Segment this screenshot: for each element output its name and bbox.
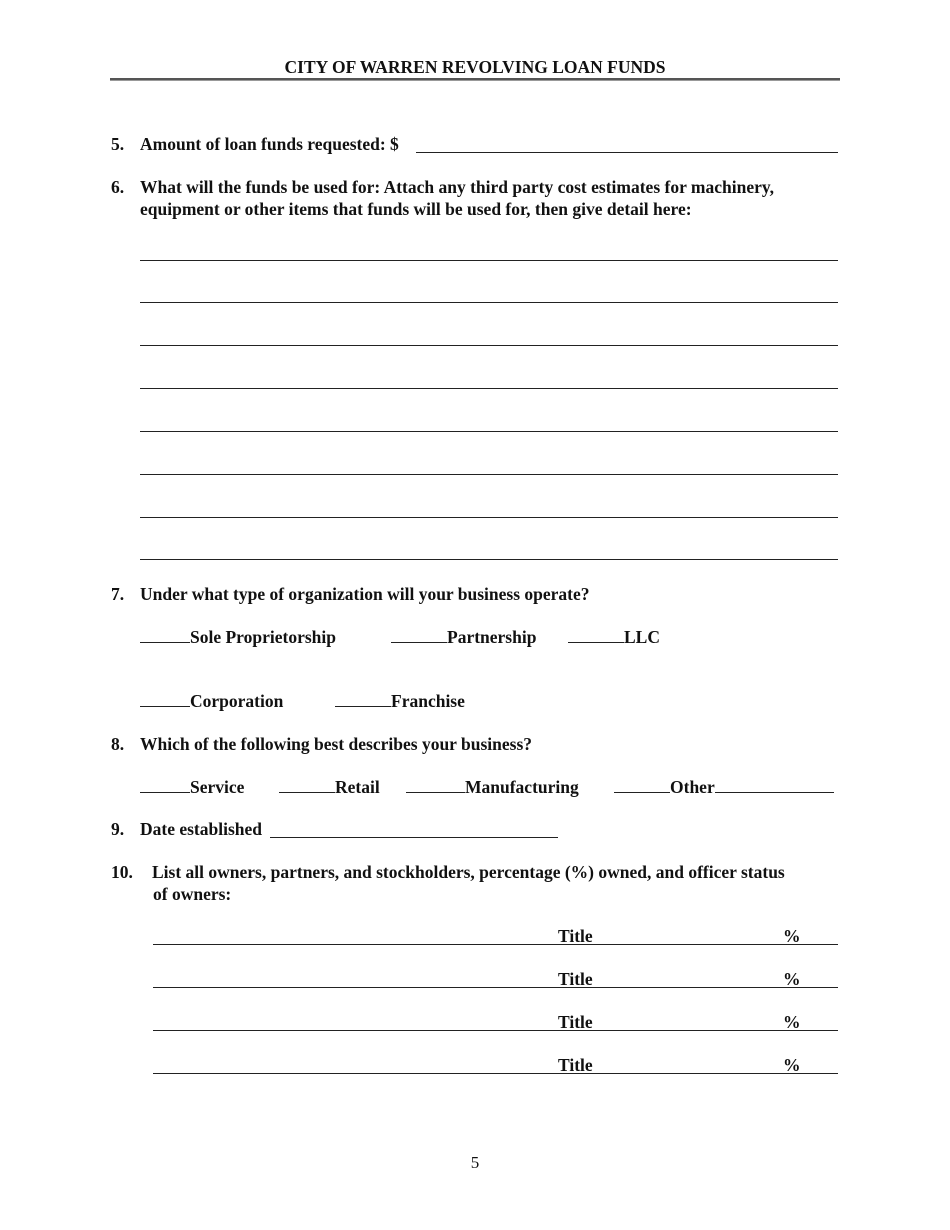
q9-number: 9. bbox=[111, 819, 125, 839]
funds-use-line-5[interactable] bbox=[140, 431, 838, 432]
q5-label: Amount of loan funds requested: $ bbox=[140, 134, 399, 154]
percent-label: % bbox=[783, 926, 801, 946]
org-option-llc[interactable] bbox=[568, 627, 660, 648]
q8-label: Which of the following best describes your business? bbox=[140, 734, 533, 754]
q9-label: Date established bbox=[140, 819, 263, 839]
q10-number: 10. bbox=[111, 862, 133, 882]
option-label: Manufacturing bbox=[465, 777, 579, 797]
funds-use-line-7[interactable] bbox=[140, 517, 838, 518]
q10-label-line2: of owners: bbox=[153, 884, 232, 904]
q8-number: 8. bbox=[111, 734, 125, 754]
check-blank[interactable] bbox=[140, 692, 190, 707]
org-option-corporation[interactable] bbox=[140, 691, 283, 712]
title-label: Title bbox=[558, 1012, 593, 1032]
q7-label: Under what type of organization will your business operate? bbox=[140, 584, 590, 604]
check-blank[interactable] bbox=[335, 692, 391, 707]
option-label: Service bbox=[190, 777, 245, 797]
loan-amount-field[interactable] bbox=[416, 152, 838, 153]
percent-label: % bbox=[783, 1012, 801, 1032]
check-blank[interactable] bbox=[140, 778, 190, 793]
q6-label-line1: What will the funds be used for: Attach any third party cost estimates for machinery, bbox=[140, 177, 775, 197]
page-title: CITY OF WARREN REVOLVING LOAN FUNDS bbox=[284, 57, 666, 77]
check-blank[interactable] bbox=[406, 778, 465, 793]
q6-label-line2: equipment or other items that funds will be used for, then give detail here: bbox=[140, 199, 692, 219]
date-established-field[interactable] bbox=[270, 837, 558, 838]
check-blank[interactable] bbox=[140, 628, 190, 643]
q6-number: 6. bbox=[111, 177, 125, 197]
business-option-service[interactable] bbox=[140, 777, 244, 798]
percent-label: % bbox=[783, 1055, 801, 1075]
business-option-other[interactable] bbox=[614, 777, 834, 798]
funds-use-line-3[interactable] bbox=[140, 345, 838, 346]
option-label: Partnership bbox=[447, 627, 537, 647]
q10-label-line1: List all owners, partners, and stockholders, percentage (%) owned, and officer status bbox=[152, 862, 785, 882]
funds-use-line-1[interactable] bbox=[140, 260, 838, 261]
other-specify-field[interactable] bbox=[715, 778, 834, 793]
business-option-manufacturing[interactable] bbox=[406, 777, 579, 798]
option-label: Retail bbox=[335, 777, 380, 797]
business-option-retail[interactable] bbox=[279, 777, 380, 798]
funds-use-line-2[interactable] bbox=[140, 302, 838, 303]
funds-use-line-8[interactable] bbox=[140, 559, 838, 560]
header-rule bbox=[110, 78, 840, 81]
option-label: Corporation bbox=[190, 691, 284, 711]
org-option-sole-proprietorship[interactable] bbox=[140, 627, 336, 648]
percent-label: % bbox=[783, 969, 801, 989]
q7-number: 7. bbox=[111, 584, 125, 604]
check-blank[interactable] bbox=[391, 628, 447, 643]
check-blank[interactable] bbox=[279, 778, 335, 793]
funds-use-line-4[interactable] bbox=[140, 388, 838, 389]
option-label: Franchise bbox=[391, 691, 465, 711]
title-label: Title bbox=[558, 1055, 593, 1075]
q5-number: 5. bbox=[111, 134, 125, 154]
title-label: Title bbox=[558, 969, 593, 989]
option-label: LLC bbox=[624, 627, 660, 647]
option-label: Other bbox=[670, 777, 715, 797]
option-label: Sole Proprietorship bbox=[190, 627, 336, 647]
org-option-partnership[interactable] bbox=[391, 627, 536, 648]
owner-entry-line[interactable] bbox=[153, 944, 838, 945]
owner-entry-line[interactable] bbox=[153, 1073, 838, 1074]
page-number: 5 bbox=[470, 1153, 480, 1172]
owner-entry-line[interactable] bbox=[153, 1030, 838, 1031]
check-blank[interactable] bbox=[568, 628, 624, 643]
org-option-franchise[interactable] bbox=[335, 691, 465, 712]
title-label: Title bbox=[558, 926, 593, 946]
owner-entry-line[interactable] bbox=[153, 987, 838, 988]
check-blank[interactable] bbox=[614, 778, 670, 793]
funds-use-line-6[interactable] bbox=[140, 474, 838, 475]
